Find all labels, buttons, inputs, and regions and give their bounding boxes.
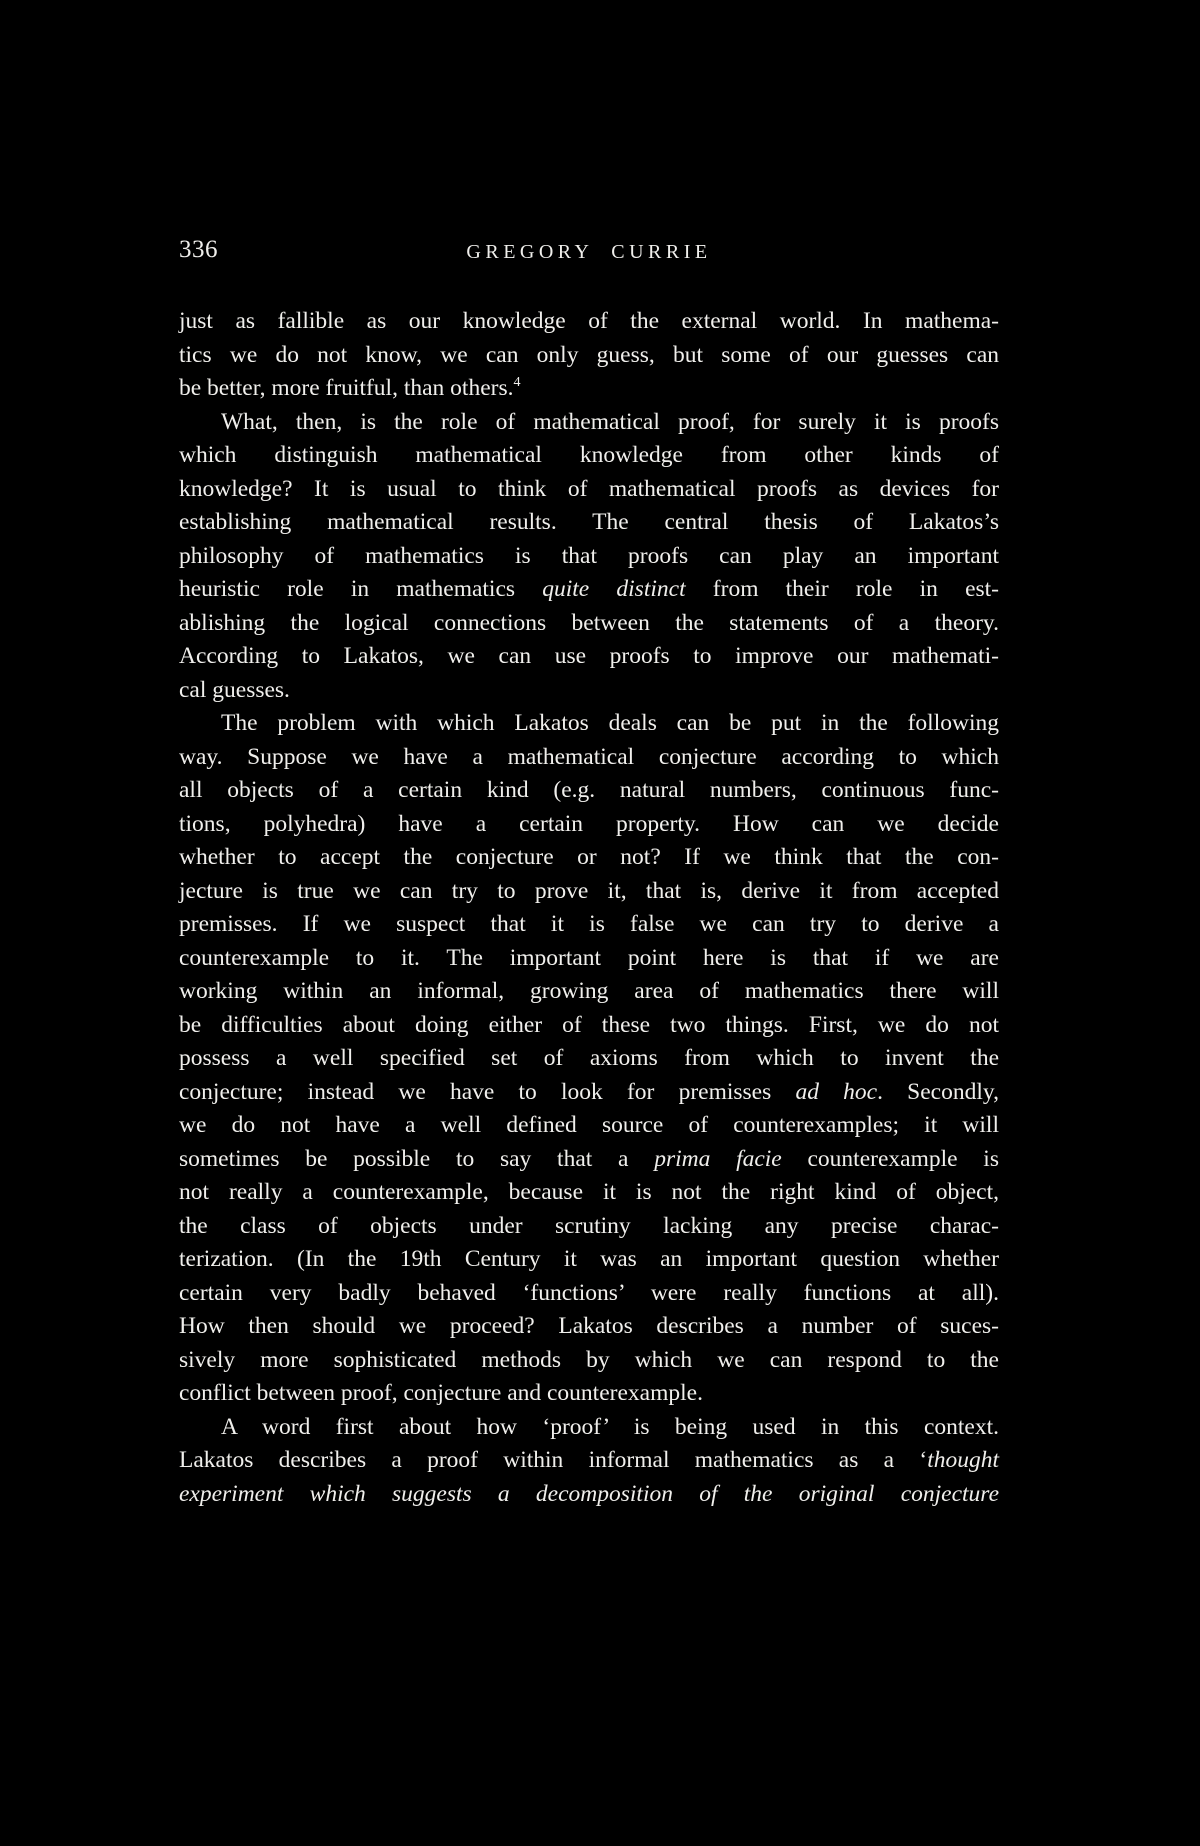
text-segment: certain very badly behaved ‘functions’ were really functions at all). [179, 1279, 999, 1306]
text-line [179, 774, 999, 808]
text-line [179, 506, 999, 540]
text-line [179, 573, 999, 607]
text-segment: the class of objects under scrutiny lacking any precise charac- [179, 1212, 999, 1239]
text-segment: conflict between proof, conjecture and counterexample. [179, 1380, 703, 1406]
text-line [179, 1411, 999, 1445]
text-segment: thought [927, 1447, 999, 1473]
text-segment: How then should we proceed? Lakatos describes a number of suces- [179, 1313, 999, 1339]
page-number: 336 [179, 236, 218, 263]
text-segment: way. Suppose we have a mathematical conjecture according to which [179, 743, 999, 770]
text-line [179, 975, 999, 1009]
text-line [179, 741, 999, 775]
text-line [179, 707, 999, 741]
text-line [179, 339, 999, 373]
text-line [179, 1009, 999, 1043]
text-segment: from their role in est- [685, 576, 1000, 602]
text-segment: just as fallible as our knowledge of the external world. In mathema- [179, 308, 999, 334]
text-line [179, 1210, 999, 1244]
text-line [179, 908, 999, 942]
text-segment: sometimes be possible to say that a [179, 1145, 655, 1172]
text-segment: ad hoc [795, 1078, 878, 1105]
text-segment: . Secondly, [877, 1078, 999, 1105]
text-line [179, 1377, 999, 1411]
text-segment: be difficulties about doing either of these two things. First, we do not [179, 1011, 999, 1038]
text-segment: whether to accept the conjecture or not? If we think that the con- [179, 844, 999, 870]
text-line [179, 1310, 999, 1344]
text-line [179, 1076, 999, 1110]
text-segment: we do not have a well defined source of counterexamples; it will [179, 1112, 999, 1138]
text-segment: establishing mathematical results. The central thesis of Lakatos’s [179, 509, 999, 535]
text-segment: premisses. If we suspect that it is false we can try to derive a [179, 911, 999, 937]
text-segment: ablishing the logical connections between the statements of a theory. [179, 609, 999, 636]
text-line [179, 808, 999, 842]
text-line [179, 1143, 999, 1177]
text-segment: conjecture; instead we have to look for premisses [179, 1078, 796, 1105]
text-line [179, 406, 999, 440]
text-line [179, 1243, 999, 1277]
text-segment: prima facie [654, 1145, 782, 1172]
text-segment: A word first about how ‘proof’ is being used in this context. [221, 1413, 999, 1440]
text-segment: heuristic role in mathematics [179, 576, 543, 602]
text-line [179, 1042, 999, 1076]
text-line [179, 1344, 999, 1378]
text-segment: tions, polyhedra) have a certain property. How can we decide [179, 810, 999, 837]
text-segment: cal guesses. [179, 676, 290, 703]
text-segment: sively more sophisticated methods by which we can respond to the [179, 1346, 999, 1373]
text-line [179, 1277, 999, 1311]
text-segment: What, then, is the role of mathematical proof, for surely it is proofs [221, 408, 999, 435]
text-segment: philosophy of mathematics is that proofs can play an important [179, 542, 999, 569]
text-segment: counterexample to it. The important point here is that if we are [179, 944, 999, 971]
text-line [179, 875, 999, 909]
running-head: GREGORY CURRIE [466, 241, 712, 263]
text-line [179, 473, 999, 507]
text-line [179, 640, 999, 674]
text-line [179, 1109, 999, 1143]
text-line [179, 540, 999, 574]
footnote-marker: 4 [513, 374, 521, 391]
text-segment: counterexample is [781, 1145, 999, 1172]
text-line [179, 674, 999, 708]
text-segment: jecture is true we can try to prove it, that is, derive it from accepted [179, 877, 999, 904]
text-line [179, 1444, 999, 1478]
text-segment: possess a well specified set of axioms from which to invent the [179, 1045, 999, 1071]
text-line [179, 1478, 999, 1512]
text-segment: According to Lakatos, we can use proofs to improve our mathemati- [179, 643, 999, 669]
text-segment: tics we do not know, we can only guess, but some of our guesses can [179, 341, 999, 368]
text-line [179, 372, 999, 406]
text-line [179, 607, 999, 641]
text-segment: all objects of a certain kind (e.g. natural numbers, continuous func- [179, 777, 999, 803]
body-text [179, 305, 999, 1511]
text-segment: Lakatos describes a proof within informal mathematics as a ‘ [179, 1447, 928, 1473]
text-segment: which distinguish mathematical knowledge from other kinds of [179, 442, 999, 468]
text-segment: The problem with which Lakatos deals can be put in the following [221, 710, 999, 736]
text-segment: knowledge? It is usual to think of mathematical proofs as devices for [179, 475, 999, 502]
text-segment: not really a counterexample, because it is not the right kind of object, [179, 1179, 999, 1205]
text-line [179, 439, 999, 473]
text-line [179, 942, 999, 976]
text-segment: quite distinct [542, 576, 686, 602]
text-line [179, 1176, 999, 1210]
text-segment: be better, more fruitful, than others. [179, 375, 514, 401]
text-segment: experiment which suggests a decomposition of the original conjecture [179, 1480, 999, 1507]
text-line [179, 305, 999, 339]
text-line [179, 841, 999, 875]
text-segment: working within an informal, growing area of mathematics there will [179, 978, 999, 1004]
text-segment: terization. (In the 19th Century it was an important question whether [179, 1246, 999, 1272]
